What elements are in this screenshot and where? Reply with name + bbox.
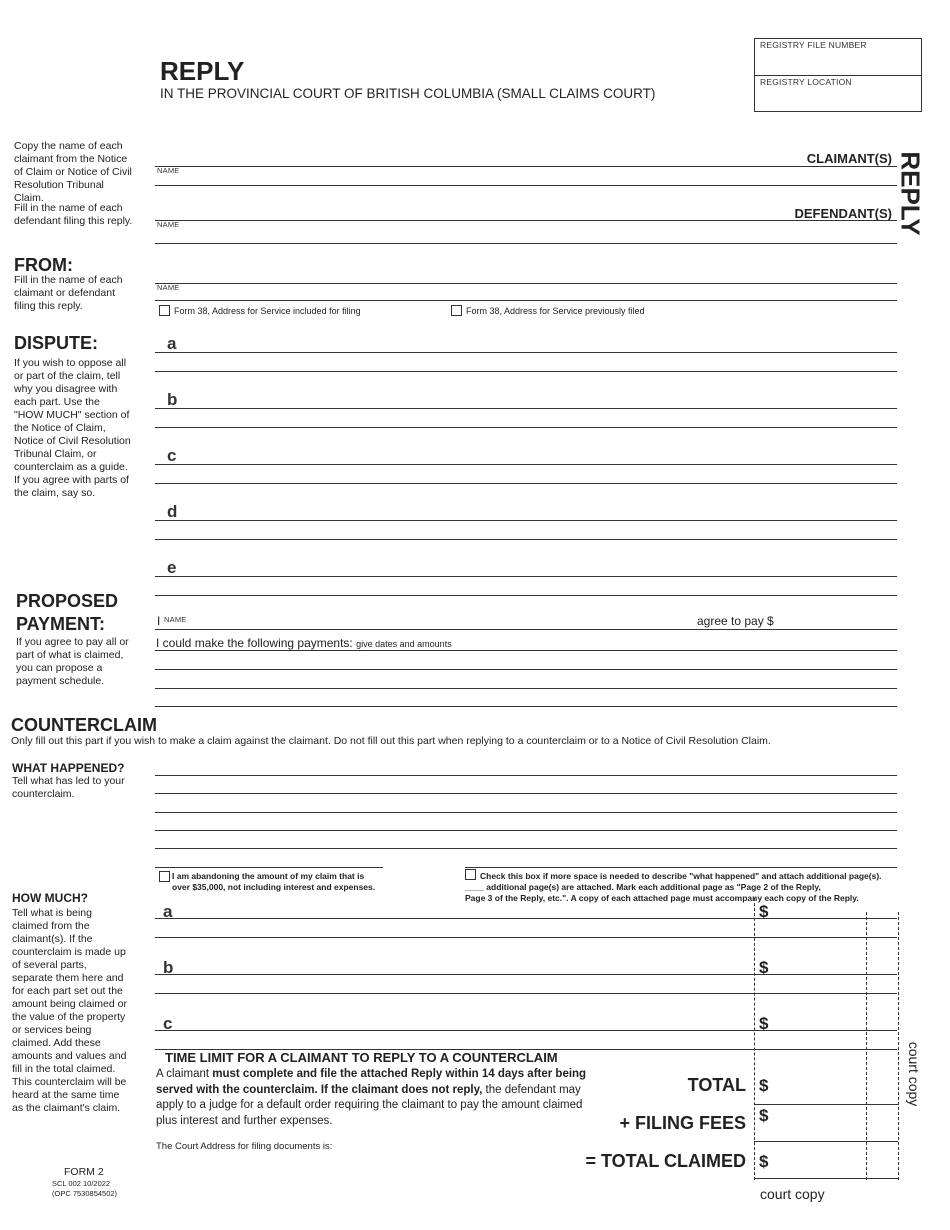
form-number: FORM 2 <box>64 1166 104 1178</box>
dispute-help: If you wish to oppose all or part of the claim, tell why you disagree with each part. Use the "HOW MUCH" section of the Notice of Claim, Notice of Civil Resolution Tribunal Claim, or counterclaim as a guide. If you agree with parts of the claim, say so. <box>14 357 131 499</box>
how-line-a1[interactable] <box>155 918 897 919</box>
total-label: TOTAL <box>687 1075 746 1095</box>
court-subtitle: IN THE PROVINCIAL COURT OF BRITISH COLUMBIA (SMALL CLAIMS COURT) <box>160 86 656 101</box>
what-line-1[interactable] <box>155 775 897 776</box>
court-address-label: The Court Address for filing documents is: <box>156 1141 333 1152</box>
defendant-name-label: NAME <box>157 220 180 229</box>
what-line-3[interactable] <box>155 812 897 813</box>
total-claimed-label: = TOTAL CLAIMED <box>585 1151 746 1171</box>
payment-name-label: NAME <box>164 615 187 624</box>
vertical-reply-title: REPLY <box>895 151 926 236</box>
how-line-b2[interactable] <box>155 993 897 994</box>
amount-column-divider-left <box>754 898 755 1180</box>
payment-give-dates: give dates and amounts <box>356 639 452 649</box>
dispute-line-b2[interactable] <box>155 427 897 428</box>
dispute-heading: DISPUTE: <box>14 333 99 353</box>
more-space-line-1: Check this box if more space is needed to describe "what happened" and attach additional page(s). <box>480 871 882 881</box>
how-much-heading: HOW MUCH? <box>12 891 88 905</box>
amount-column-divider-right <box>898 912 899 1180</box>
claimant-help: Copy the name of each claimant from the Notice of Claim or Notice of Civil Resolution Tribunal Claim. <box>14 140 132 204</box>
more-space-line-2 <box>465 882 882 893</box>
dispute-line-a2[interactable] <box>155 371 897 372</box>
dispute-letter-c: c <box>167 446 177 465</box>
payment-could-make-text: I could make the following payments: <box>156 636 353 650</box>
dispute-letter-e: e <box>167 558 177 577</box>
payment-could-make <box>156 636 452 650</box>
total-line[interactable] <box>754 1104 898 1105</box>
payment-line-2[interactable] <box>155 669 897 670</box>
total-claimed-dollar: $ <box>759 1152 769 1171</box>
what-line-4[interactable] <box>155 830 897 831</box>
how-much-help: Tell what is being claimed from the claimant(s). If the counterclaim is made up of several parts, separate them here and for each part set out the amount being claimed or the value of the property or services being claimed. Add these amounts and values and fill in the total claimed. This counterclaim will be heard at the same time as the claimant's claim. <box>12 907 127 1114</box>
dispute-line-b1[interactable] <box>155 408 897 409</box>
what-happened-heading: WHAT HAPPENED? <box>12 761 125 775</box>
abandon-line-2: over $35,000, not including interest and expenses. <box>172 882 376 892</box>
court-copy-side: court copy <box>906 1041 922 1107</box>
how-line-c1[interactable] <box>155 1030 897 1031</box>
what-line-6b[interactable] <box>465 867 897 868</box>
claimant-name-label: NAME <box>157 166 180 175</box>
payment-name-line[interactable] <box>155 629 897 630</box>
form-code: SCL 002 10/2022 <box>52 1179 111 1188</box>
dispute-line-d2[interactable] <box>155 539 897 540</box>
total-dollar: $ <box>759 1076 769 1095</box>
from-name-line-2[interactable] <box>155 300 897 301</box>
defendant-help: Fill in the name of each defendant filing this reply. <box>14 202 133 227</box>
dispute-line-e2[interactable] <box>155 595 897 596</box>
how-letter-c: c <box>163 1014 173 1033</box>
time-limit-text-c: the defendant may apply to a judge for a default order requiring the claimant to pay the amount claimed plus interest and further expenses. <box>156 1083 583 1127</box>
total-claimed-line[interactable] <box>754 1178 898 1179</box>
counterclaim-heading: COUNTERCLAIM <box>11 715 157 735</box>
abandon-text <box>172 871 375 893</box>
how-dollar-c: $ <box>759 1014 769 1033</box>
defendant-name-line-2[interactable] <box>155 243 897 244</box>
time-limit-text-b: must complete and file the attached Reply within 14 days after being served with the counterclaim. If the claimant does not reply, <box>156 1068 587 1096</box>
payment-heading-2: PAYMENT: <box>16 614 106 634</box>
payment-line-1[interactable] <box>155 650 897 651</box>
dispute-line-c1[interactable] <box>155 464 897 465</box>
dispute-letter-a: a <box>167 334 177 353</box>
filing-fees-label: + FILING FEES <box>619 1113 746 1133</box>
payment-i-label: I <box>157 614 161 628</box>
time-limit-text-a: A claimant <box>156 1068 213 1080</box>
payment-line-4[interactable] <box>155 706 897 707</box>
from-name-label: NAME <box>157 283 180 292</box>
dispute-letter-d: d <box>167 502 178 521</box>
how-letter-a: a <box>163 902 173 921</box>
address-included-checkbox[interactable] <box>159 305 170 316</box>
what-line-5[interactable] <box>155 848 897 849</box>
claimant-name-line[interactable] <box>155 166 897 167</box>
counterclaim-instructions: Only fill out this part if you wish to make a claim against the claimant. Do not fill out this part when replying to a counterclaim or to a Notice of Civil Resolution Claim. <box>11 735 771 747</box>
from-heading: FROM: <box>14 255 73 275</box>
address-included-label: Form 38, Address for Service included for filing <box>174 306 361 316</box>
from-name-line[interactable] <box>155 283 897 284</box>
what-line-2[interactable] <box>155 793 897 794</box>
registry-box <box>754 38 922 112</box>
address-previous-checkbox[interactable] <box>451 305 462 316</box>
abandon-line-1: I am abandoning the amount of my claim that is <box>172 871 365 881</box>
what-line-6[interactable] <box>155 867 383 868</box>
time-limit-paragraph <box>156 1067 606 1129</box>
how-letter-b: b <box>163 958 174 977</box>
more-space-blank[interactable]: ____ <box>465 882 484 892</box>
more-space-text <box>465 871 882 904</box>
how-line-b1[interactable] <box>155 974 897 975</box>
payment-help: If you agree to pay all or part of what is claimed, you can propose a payment schedule. <box>16 636 129 687</box>
how-dollar-b: $ <box>759 958 769 977</box>
claimant-label: CLAIMANT(S) <box>806 151 892 166</box>
time-limit-heading: TIME LIMIT FOR A CLAIMANT TO REPLY TO A COUNTERCLAIM <box>165 1050 558 1065</box>
more-space-line-3: Page 3 of the Reply, etc.". A copy of each attached page must accompany each copy of the Reply. <box>465 893 859 903</box>
more-space-line-2-text: additional page(s) are attached. Mark each additional page as "Page 2 of the Reply, <box>486 882 821 892</box>
from-help: Fill in the name of each claimant or defendant filing this reply. <box>14 274 123 312</box>
address-previous-label: Form 38, Address for Service previously filed <box>466 306 645 316</box>
dispute-line-d1[interactable] <box>155 520 897 521</box>
registry-file-number-label: REGISTRY FILE NUMBER <box>760 40 867 50</box>
what-happened-help: Tell what has led to your counterclaim. <box>12 775 125 800</box>
filing-fees-line[interactable] <box>754 1141 898 1142</box>
agree-to-pay-label: agree to pay $ <box>697 614 774 628</box>
how-dollar-a: $ <box>759 902 769 921</box>
claimant-name-line-2[interactable] <box>155 185 897 186</box>
registry-divider <box>755 75 921 76</box>
dispute-line-e1[interactable] <box>155 576 897 577</box>
court-copy-footer: court copy <box>760 1186 825 1202</box>
payment-line-3[interactable] <box>155 688 897 689</box>
form-opc: (OPC 7530854502) <box>52 1189 118 1198</box>
defendant-name-line[interactable] <box>155 220 897 221</box>
dispute-line-c2[interactable] <box>155 483 897 484</box>
dispute-letter-b: b <box>167 390 178 409</box>
how-line-a2[interactable] <box>155 937 897 938</box>
payment-heading-1: PROPOSED <box>16 591 119 611</box>
amount-column-divider-cents <box>866 912 867 1180</box>
page-title: REPLY <box>160 56 245 86</box>
registry-location-label: REGISTRY LOCATION <box>760 77 852 87</box>
abandon-checkbox[interactable] <box>159 871 170 882</box>
dispute-line-a1[interactable] <box>155 352 897 353</box>
defendant-label: DEFENDANT(S) <box>794 206 892 221</box>
filing-fees-dollar: $ <box>759 1106 769 1125</box>
